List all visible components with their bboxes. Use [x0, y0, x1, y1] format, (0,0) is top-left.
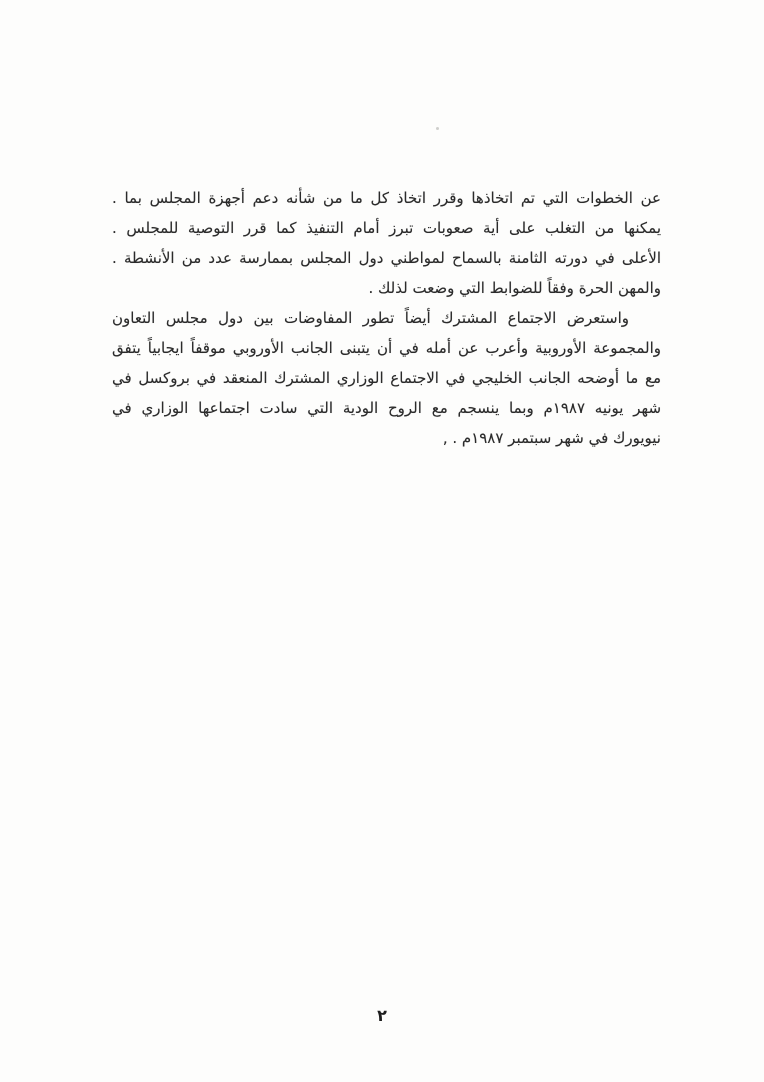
paragraph	[112, 183, 661, 303]
scan-speck	[436, 127, 439, 130]
text-line: عن الخطوات التي تم اتخاذها وقرر اتخاذ كل ما من شأنه دعم أجهزة المجلس بما .	[112, 189, 661, 207]
text-block	[112, 183, 661, 453]
page-number: ٢	[377, 1006, 387, 1025]
text-line: الأعلى في دورته الثامنة بالسماح لمواطني دول المجلس بممارسة عدد من الأنشطة .	[112, 249, 661, 267]
paragraph	[112, 303, 661, 453]
text-line: يمكنها من التغلب على أية صعوبات تبرز أمام التنفيذ كما قرر التوصية للمجلس .	[112, 219, 661, 237]
text-line: والمجموعة الأوروبية وأعرب عن أمله في أن يتبنى الجانب الأوروبي موقفاً ايجابياً يتفق	[112, 339, 661, 357]
text-line: مع ما أوضحه الجانب الخليجي في الاجتماع الوزاري المشترك المنعقد في بروكسل في	[112, 369, 661, 387]
text-line: واستعرض الاجتماع المشترك أيضاً تطور المفاوضات بين دول مجلس التعاون	[112, 309, 629, 327]
text-line: والمهن الحرة وفقاً للضوابط التي وضعت لذلك .	[368, 279, 661, 297]
text-line: نيويورك في شهر سبتمبر ١٩٨٧م . ,	[442, 429, 661, 447]
text-line: شهر يونيه ١٩٨٧م وبما ينسجم مع الروح الودية التي سادت اجتماعها الوزاري في	[112, 399, 661, 417]
